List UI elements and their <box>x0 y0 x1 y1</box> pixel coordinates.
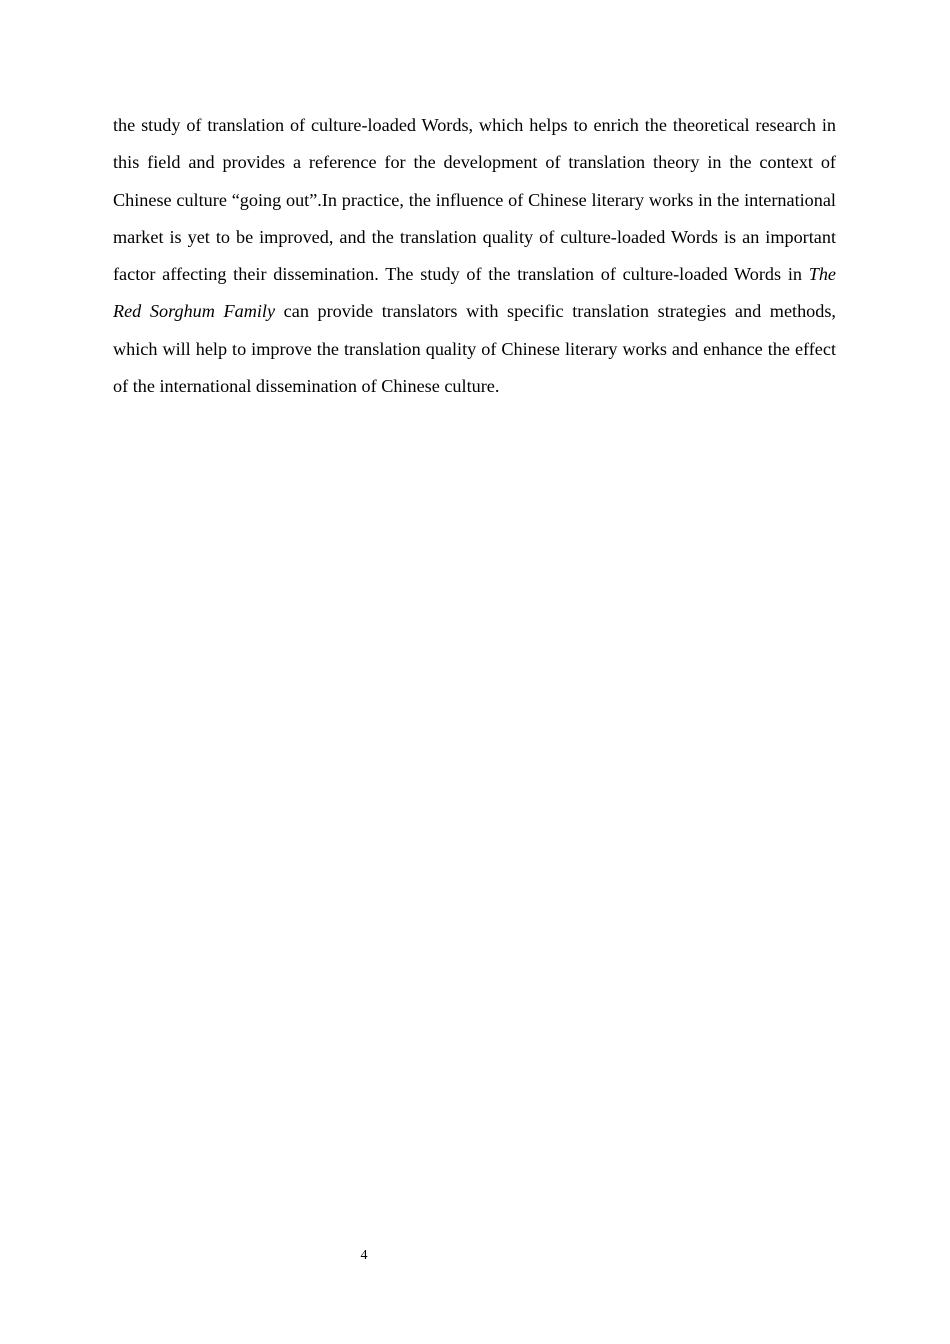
body-paragraph <box>113 107 836 405</box>
paragraph-text-part-2: can provide translators with specific translation strategies and methods, which will help to improve the translation quality of Chinese literary works and enhance the effect of the international dissemination of Chinese culture. <box>113 301 836 397</box>
page-number: 4 <box>360 1248 368 1263</box>
paragraph-text-part-1: the study of translation of culture-loaded Words, which helps to enrich the theoretical research in this field and provides a reference for the development of translation theory in the context of Chinese culture “going out”.In practice, the influence of Chinese literary works in the international market is yet to be improved, and the translation quality of culture-loaded Words is an important factor affecting their dissemination. The study of the translation of culture-loaded Words in <box>113 115 836 285</box>
book-title: The Red Sorghum Family <box>113 264 836 322</box>
